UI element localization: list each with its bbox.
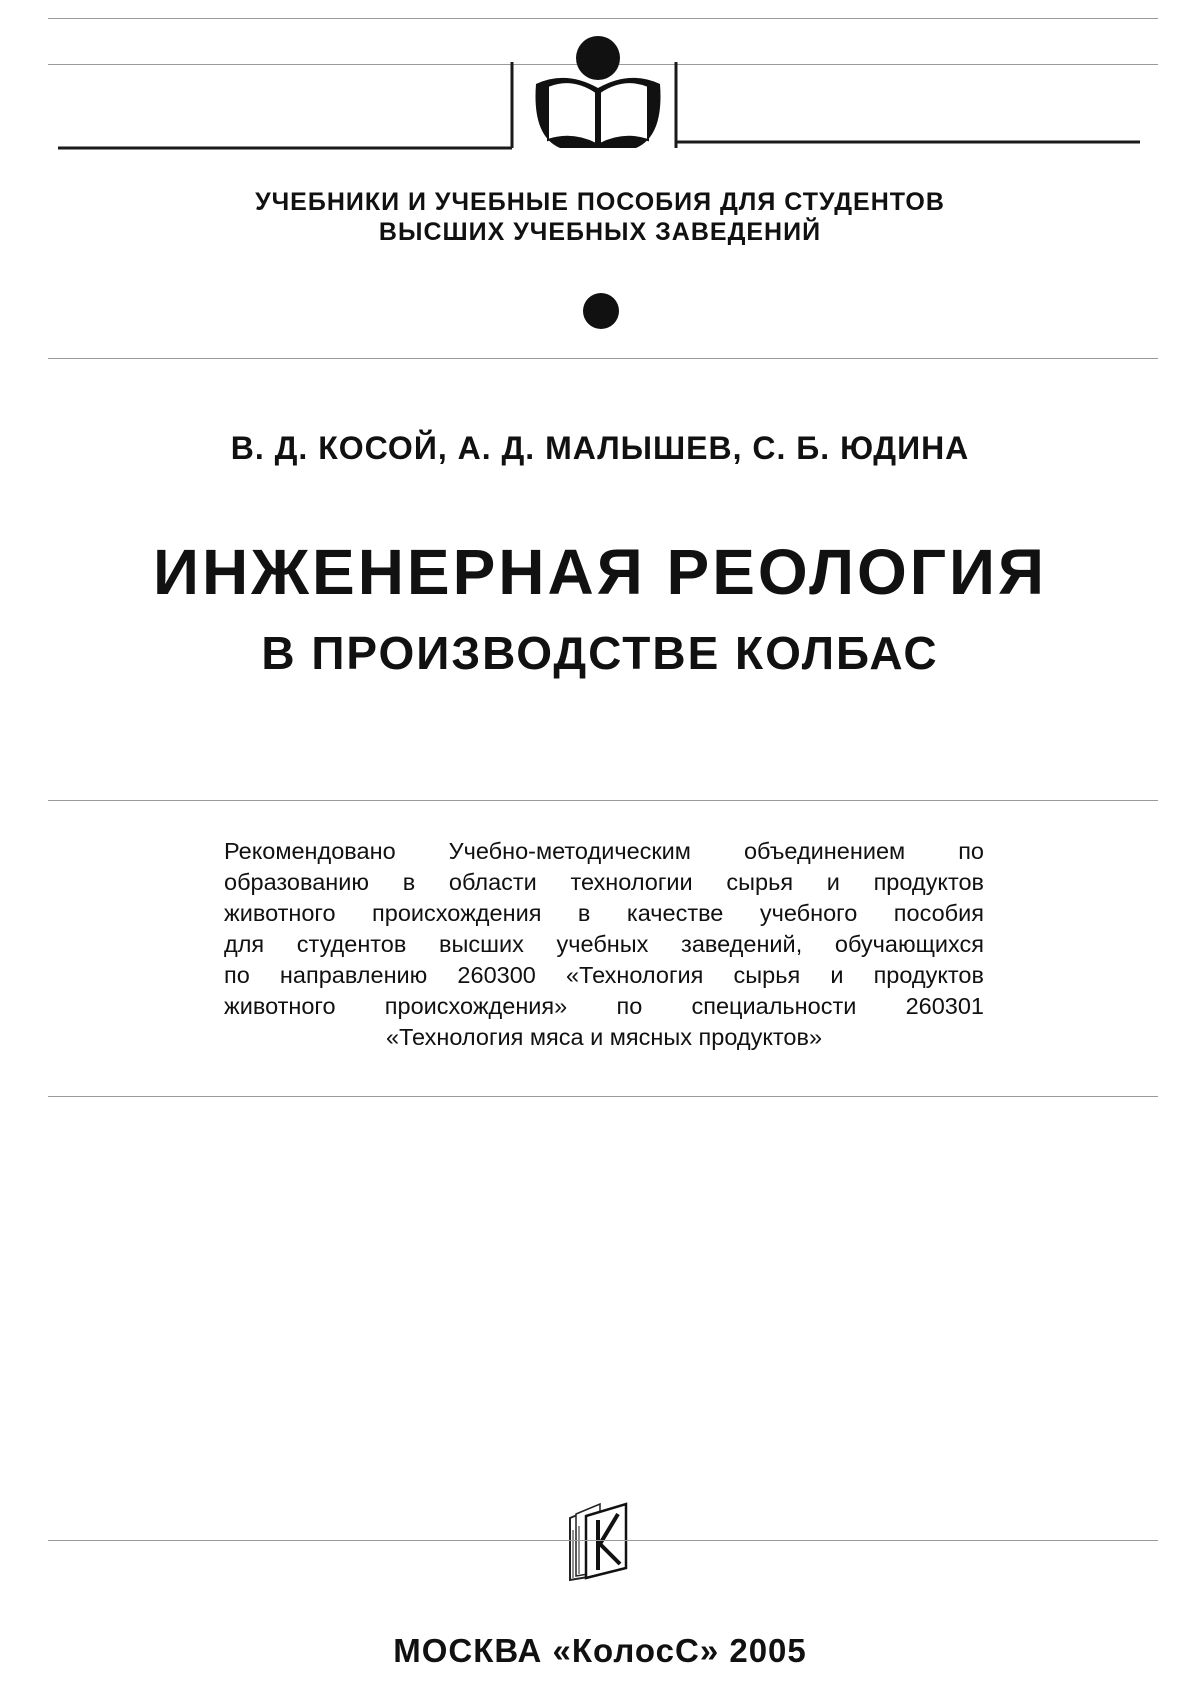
series-line-2: ВЫСШИХ УЧЕБНЫХ ЗАВЕДЕНИЙ <box>378 218 822 246</box>
rule-below-recommendation <box>48 1096 1158 1097</box>
recommendation-line: животного происхождения в качестве учебного пособия <box>224 900 984 926</box>
decorative-dot <box>583 293 619 329</box>
rule-above-authors <box>48 358 1158 359</box>
authors: В. Д. КОСОЙ, А. Д. МАЛЫШЕВ, С. Б. ЮДИНА <box>230 430 970 466</box>
recommendation-text <box>224 836 984 1053</box>
book-subtitle: В ПРОИЗВОДСТВЕ КОЛБАС <box>261 627 939 679</box>
series-line-1: УЧЕБНИКИ И УЧЕБНЫЕ ПОСОБИЯ ДЛЯ СТУДЕНТОВ <box>255 188 945 216</box>
recommendation-line: образованию в области технологии сырья и продуктов <box>224 869 984 895</box>
recommendation-line: по направлению 260300 «Технология сырья и продуктов <box>224 962 984 988</box>
kolos-publisher-logo <box>560 1500 640 1584</box>
recommendation-line: для студентов высших учебных заведений, обучающихся <box>224 931 984 957</box>
recommendation-line: Рекомендовано Учебно-методическим объединением по <box>224 838 984 864</box>
rule-above-imprint <box>48 1540 1158 1541</box>
rule-above-recommendation <box>48 800 1158 801</box>
recommendation-line: «Технология мяса и мясных продуктов» <box>385 1024 823 1050</box>
recommendation-line: животного происхождения» по специальности 260301 <box>224 993 984 1019</box>
reader-with-book-icon <box>0 0 1200 160</box>
imprint: МОСКВА «КолосС» 2005 <box>393 1632 807 1669</box>
book-title: ИНЖЕНЕРНАЯ РЕОЛОГИЯ <box>152 536 1048 608</box>
